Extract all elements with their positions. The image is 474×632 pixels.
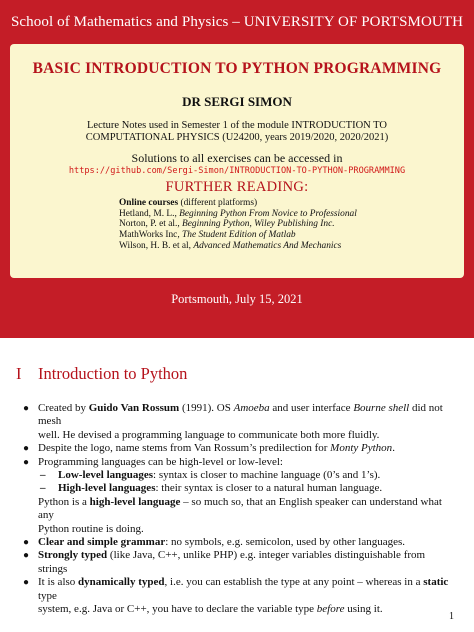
reference-online-courses xyxy=(119,198,449,209)
dash-icon: – xyxy=(40,469,46,482)
solutions-note: Solutions to all exercises can be accessed in xyxy=(131,151,343,165)
bullet-icon: ● xyxy=(23,456,30,468)
list-item: ● Strongly typed (like Java, C++, unlike PHP) e.g. integer variables distinguishable from strings xyxy=(23,549,426,575)
reference-mathworks xyxy=(119,230,449,241)
bullet-list xyxy=(20,402,450,617)
dash-icon: – xyxy=(40,482,46,495)
title-box xyxy=(10,44,464,278)
section-number: I xyxy=(16,364,22,383)
creator-name: Guido Van Rossum xyxy=(88,402,180,414)
list-item: ● Clear and simple grammar: no symbols, e.g. semicolon, used by other languages. xyxy=(23,536,406,549)
bullet-icon: ● xyxy=(23,550,30,562)
document-title: BASIC INTRODUCTION TO PYTHON PROGRAMMING xyxy=(32,60,442,77)
bullet-icon: ● xyxy=(23,403,30,414)
section-title: Introduction to Python xyxy=(38,364,188,383)
reference-wilson xyxy=(119,241,449,252)
sub-list-item: – Low-level languages: syntax is closer to machine language (0’s and 1’s). xyxy=(40,469,381,482)
reference-norton xyxy=(119,219,449,230)
online-courses-label: Online courses xyxy=(119,198,179,208)
section-heading xyxy=(16,364,187,384)
reference-title: Beginning Python From Novice to Professional xyxy=(179,208,357,219)
lecture-line-1: Lecture Notes used in Semester 1 of the module INTRODUCTION TO xyxy=(87,120,387,131)
page-number: 1 xyxy=(449,611,454,622)
author-name: DR SERGI SIMON xyxy=(182,94,292,109)
online-courses-note: (different platforms) xyxy=(178,198,258,208)
lecture-description xyxy=(50,120,424,144)
reference-authors: Norton, P. et al., xyxy=(119,219,183,230)
reference-title: The Student Edition of Matlab xyxy=(182,230,296,241)
institution-header: School of Mathematics and Physics – UNIVERSITY OF PORTSMOUTH xyxy=(10,14,464,30)
place-date: Portsmouth, July 15, 2021 xyxy=(171,292,303,306)
list-item: ● Programming languages can be high-level or low-level: xyxy=(23,455,283,468)
bullet-icon: ● xyxy=(23,537,30,549)
sub-list-item: – High-level languages: their syntax is closer to a natural human language. xyxy=(40,482,383,495)
reference-authors: MathWorks Inc, xyxy=(119,230,183,241)
reference-hetland xyxy=(119,209,449,220)
solutions-link[interactable]: https://github.com/Sergi-Simon/INTRODUCTION-TO-PYTHON-PROGRAMMING xyxy=(68,166,406,176)
list-paragraph: Python is a high-level language – so much so, that an English speaker can understand what any Python routine is doing. xyxy=(38,495,442,535)
bullet-icon: ● xyxy=(23,443,30,455)
list-item: ● It is also dynamically typed, i.e. you can establish the type at any point – whereas in a static type system, e.g. Java or C++, you have to declare the variable type before using it. xyxy=(23,576,449,616)
list-item: ● Despite the logo, name stems from Van Rossum’s predilection for Monty Python. xyxy=(23,442,395,455)
bullet-icon: ● xyxy=(23,577,30,589)
reference-list xyxy=(119,198,449,252)
list-item: ● Created by Guido Van Rossum (1991). OS Amoeba and user interface Bourne shell did not mesh well. He devised a programming language to communicate both more fluidly. xyxy=(23,402,443,441)
reference-title: Advanced Mathematics And Mechanics xyxy=(193,240,342,251)
reference-authors: Hetland, M. L., xyxy=(119,208,180,219)
further-reading-heading: FURTHER READING: xyxy=(165,179,309,195)
reference-authors: Wilson, H. B. et al, xyxy=(119,240,194,251)
reference-title: Beginning Python, Wiley Publishing Inc. xyxy=(182,219,335,230)
lecture-line-2: COMPUTATIONAL PHYSICS (U24200, years 2019/2020, 2020/2021) xyxy=(85,132,389,143)
